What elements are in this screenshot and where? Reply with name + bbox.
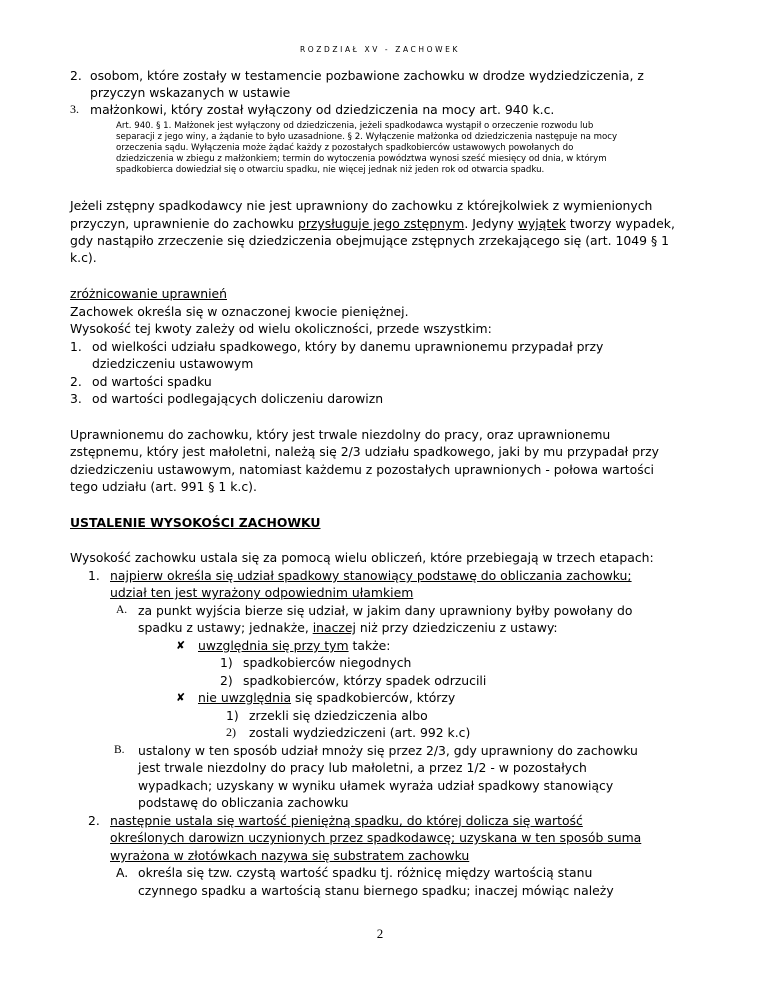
list-item-text: wypadkach; uzyskany w wyniku ułamek wyraża udział spadkowy stanowiący [138, 778, 614, 793]
paragraph-line: Jeżeli zstępny spadkodawcy nie jest uprawniony do zachowku z którejkolwiek z wymienionych [70, 198, 653, 213]
list-number: 1. [70, 339, 82, 354]
underlined-phrase: przysługuje jego zstępnym [297, 216, 465, 231]
list-number: 1) [220, 655, 233, 670]
list-item-text: zostali wydziedziczeni (art. 992 k.c) [249, 725, 471, 740]
list-number: 1. [88, 568, 100, 583]
section-heading: zróżnicowanie uprawnień [70, 286, 227, 301]
list-number: 3. [70, 391, 82, 406]
bullet-text: nie uwzględnia się spadkobierców, którzy [198, 690, 456, 705]
paragraph-line: Wysokość zachowku ustala się za pomocą wielu obliczeń, które przebiegają w trzech etapach: [70, 550, 654, 565]
bullet-text: uwzględnia się przy tym także: [198, 638, 391, 653]
paragraph-line: tego udziału (art. 991 § 1 k.c). [70, 479, 257, 494]
list-number: 2) [226, 725, 236, 739]
paragraph-line: zstępnemu, który jest małoletni, należą się 2/3 udziału spadkowego, jaki by mu przypadał przy [70, 444, 659, 459]
list-letter: B. [114, 744, 125, 756]
list-item-text: ustalony w ten sposób udział mnoży się przez 2/3, gdy uprawniony do zachowku [138, 743, 638, 758]
paragraph-line: dziedziczeniu ustawowym, natomiast każdemu z pozostałych uprawnionych - połowa wartości [70, 462, 654, 477]
list-item-text: za punkt wyjścia bierze się udział, w jakim dany uprawniony byłby powołany do [138, 603, 633, 618]
law-quote-line: spadkobierca dowiedział się o otwarciu spadku, nie więcej jednak niż jeden rok od otwarcia spadku. [116, 165, 545, 175]
list-item-text: wyrażona w złotówkach nazywa się substratem zachowku [110, 848, 470, 863]
list-letter: A. [116, 604, 128, 616]
list-item-text: małżonkowi, który został wyłączony od dziedziczenia na mocy art. 940 k.c. [90, 102, 555, 117]
list-item-text: osobom, które zostały w testamencie pozbawione zachowku w drodze wydziedziczenia, z [90, 68, 644, 83]
underlined-phrase: wyjątek [517, 216, 566, 231]
section-heading: USTALENIE WYSOKOŚCI ZACHOWKU [70, 515, 321, 530]
list-item-text: spadkobierców niegodnych [243, 655, 412, 670]
underlined-phrase: inaczej [312, 620, 356, 635]
paragraph-line: k.c). [70, 250, 97, 265]
list-letter: A. [116, 865, 129, 880]
cross-mark-icon: ✘ [176, 691, 186, 704]
list-item-text: spadkobierców, którzy spadek odrzucili [243, 673, 487, 688]
list-item-text: od wielkości udziału spadkowego, który by danemu uprawnionemu przypadał przy [92, 339, 604, 354]
list-number: 2. [70, 374, 82, 389]
list-number: 1) [226, 708, 239, 723]
paragraph-line: przyczyn, uprawnienie do zachowku przysługuje jego zstępnym. Jedyny wyjątek tworzy wypadek, [70, 216, 675, 231]
paragraph-line: Uprawnionemu do zachowku, który jest trwale niezdolny do pracy, oraz uprawnionemu [70, 427, 611, 442]
law-quote-line: orzeczenia sądu. Wyłączenia może żądać każdy z pozostałych spadkobierców ustawowych powołanych do [116, 143, 574, 153]
list-number: 2. [88, 813, 100, 828]
paragraph-line: gdy nastąpiło zrzeczenie się dziedziczenia obejmujące zstępnych zrzekającego się (art. 1049 § 1 [70, 233, 669, 248]
law-quote-line: separacji z jego winy, a żądanie to było uzasadnione. § 2. Wyłączenie małżonka od dziedziczenia następuje na mocy [116, 132, 618, 142]
list-item-text: od wartości podlegających doliczeniu darowizn [92, 391, 384, 406]
running-header: ROZDZIAŁ XV - ZACHOWEK [299, 45, 461, 54]
law-quote-line: dziedziczenia w zbiegu z małżonkiem; termin do wytoczenia powództwa wynosi sześć miesięcy od dnia, w którym [116, 154, 607, 164]
list-item-text: podstawę do obliczania zachowku [138, 795, 349, 810]
list-item-text: jest trwale niezdolny do pracy lub małoletni, a przez 1/2 - w pozostałych [138, 760, 587, 775]
list-item-text: od wartości spadku [92, 374, 212, 389]
list-item-text: czynnego spadku a wartością stanu biernego spadku; inaczej mówiąc należy [138, 883, 614, 898]
page-number: 2 [376, 926, 384, 941]
list-item-text: najpierw określa się udział spadkowy stanowiący podstawę do obliczania zachowku; [110, 568, 632, 583]
cross-mark-icon: ✘ [176, 639, 186, 652]
list-number: 2) [220, 673, 233, 688]
list-item-text: dziedziczeniu ustawowym [92, 356, 254, 371]
law-quote-line: Art. 940. § 1. Małżonek jest wyłączony od dziedziczenia, jeżeli spadkodawca wystąpił o orzeczenie rozwodu lub [116, 121, 594, 131]
list-item-text: określonych darowizn uczynionych przez spadkodawcę; uzyskana w ten sposób suma [110, 830, 642, 845]
list-item-text: przyczyn wskazanych w ustawie [90, 85, 291, 100]
list-item-text: spadku z ustawy; jednakże, inaczej niż przy dziedziczeniu z ustawy: [138, 620, 558, 635]
list-item-text: następnie ustala się wartość pieniężną spadku, do której dolicza się wartość [110, 813, 583, 828]
paragraph-line: Wysokość tej kwoty zależy od wielu okoliczności, przede wszystkim: [70, 321, 492, 336]
paragraph-line: Zachowek określa się w oznaczonej kwocie pieniężnej. [70, 304, 409, 319]
list-item-text: udział ten jest wyrażony odpowiednim ułamkiem [110, 585, 414, 600]
list-number: 2. [70, 68, 82, 83]
list-item-text: zrzekli się dziedziczenia albo [249, 708, 428, 723]
list-item-text: określa się tzw. czystą wartość spadku tj. różnicę między wartością stanu [138, 865, 593, 880]
list-number: 3. [70, 102, 79, 116]
